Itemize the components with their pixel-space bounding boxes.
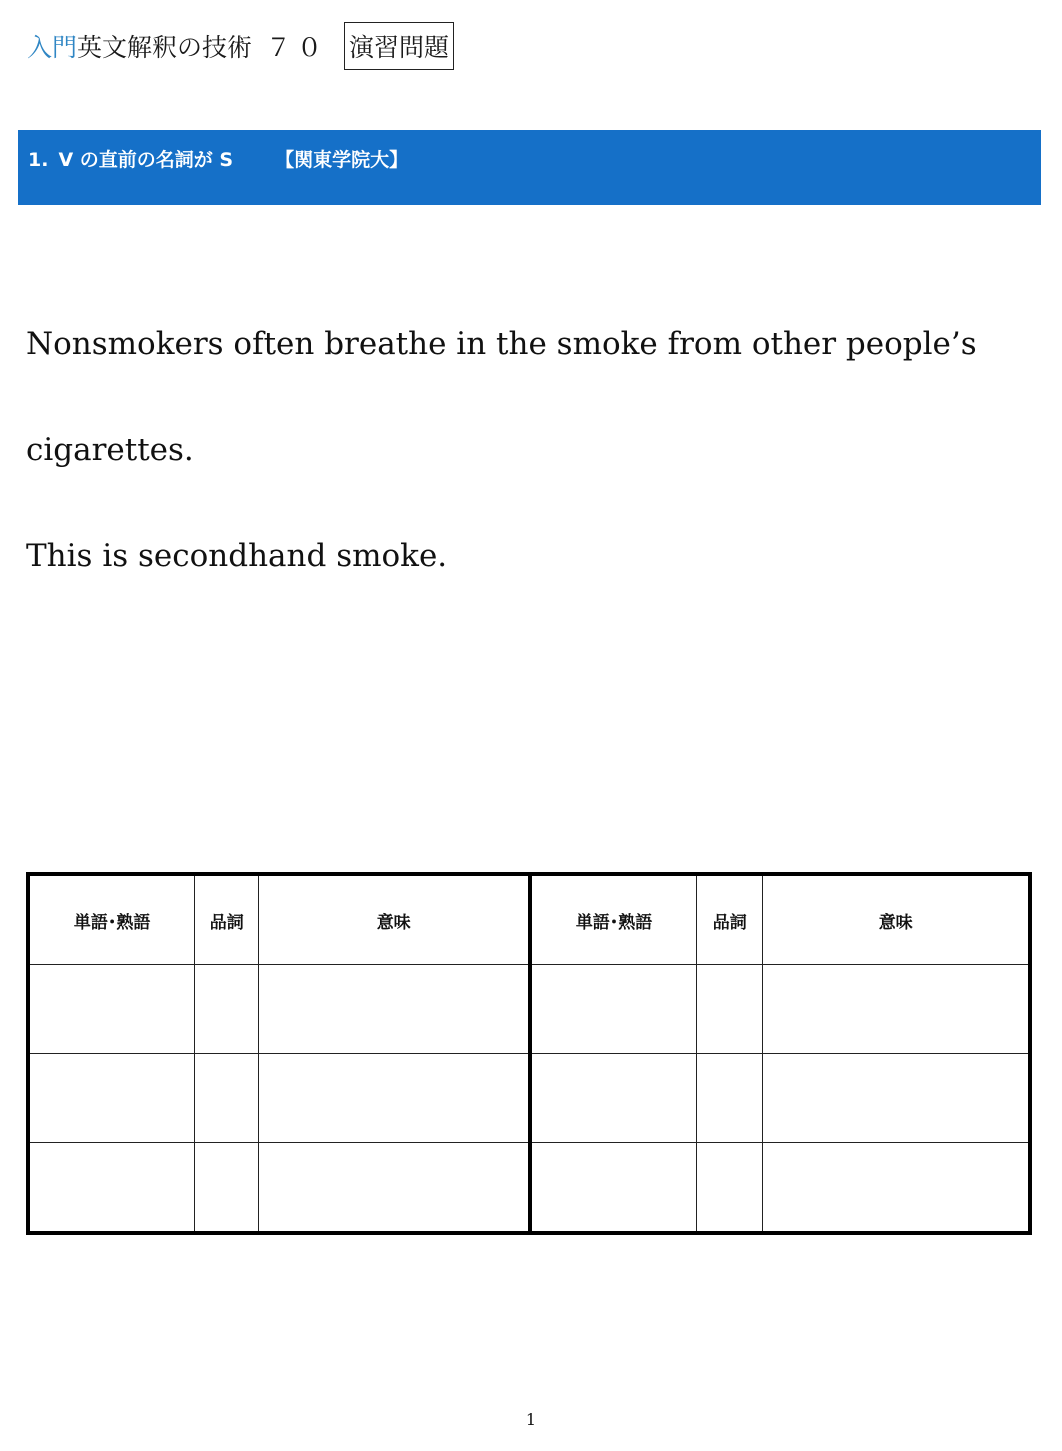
table-row bbox=[28, 1054, 1030, 1143]
column-header-meaning: 意味 bbox=[763, 874, 1030, 965]
title-accent: 入門 bbox=[27, 33, 78, 62]
table-cell[interactable] bbox=[259, 1054, 530, 1143]
table-cell[interactable] bbox=[763, 1054, 1030, 1143]
table-cell[interactable] bbox=[28, 1054, 195, 1143]
table-cell[interactable] bbox=[259, 1143, 530, 1234]
section-number: 1. bbox=[28, 149, 49, 171]
table-cell[interactable] bbox=[195, 965, 259, 1054]
table-cell[interactable] bbox=[195, 1143, 259, 1234]
table-row bbox=[28, 965, 1030, 1054]
table-cell[interactable] bbox=[195, 1054, 259, 1143]
table-row bbox=[28, 1143, 1030, 1234]
title-number: ７０ bbox=[266, 33, 329, 62]
title-main: 英文解釈の技術 bbox=[77, 33, 253, 62]
section-source: 【関東学院大】 bbox=[275, 149, 409, 171]
passage-line: cigarettes. bbox=[26, 432, 194, 468]
column-header-part-of-speech: 品詞 bbox=[697, 874, 763, 965]
table-cell[interactable] bbox=[763, 965, 1030, 1054]
exercise-label: 演習問題 bbox=[344, 22, 454, 70]
section-heading-bar bbox=[18, 130, 1041, 205]
page-title bbox=[27, 22, 328, 70]
column-header-word: 単語･熟語 bbox=[28, 874, 195, 965]
vocabulary-table bbox=[26, 872, 1032, 1235]
page-number: 1 bbox=[525, 1410, 537, 1429]
table-cell[interactable] bbox=[763, 1143, 1030, 1234]
table-cell[interactable] bbox=[28, 1143, 195, 1234]
column-header-meaning: 意味 bbox=[259, 874, 530, 965]
passage-line: Nonsmokers often breathe in the smoke from other people’s bbox=[26, 326, 977, 362]
passage-line: This is secondhand smoke. bbox=[26, 538, 448, 574]
column-header-word: 単語･熟語 bbox=[530, 874, 697, 965]
section-heading: V の直前の名詞が S bbox=[58, 149, 234, 171]
table-cell[interactable] bbox=[259, 965, 530, 1054]
table-cell[interactable] bbox=[530, 965, 697, 1054]
table-cell[interactable] bbox=[697, 1143, 763, 1234]
table-cell[interactable] bbox=[530, 1054, 697, 1143]
table-cell[interactable] bbox=[530, 1143, 697, 1234]
column-header-part-of-speech: 品詞 bbox=[195, 874, 259, 965]
table-cell[interactable] bbox=[28, 965, 195, 1054]
table-header-row bbox=[28, 874, 1030, 965]
table-cell[interactable] bbox=[697, 965, 763, 1054]
table-cell[interactable] bbox=[697, 1054, 763, 1143]
